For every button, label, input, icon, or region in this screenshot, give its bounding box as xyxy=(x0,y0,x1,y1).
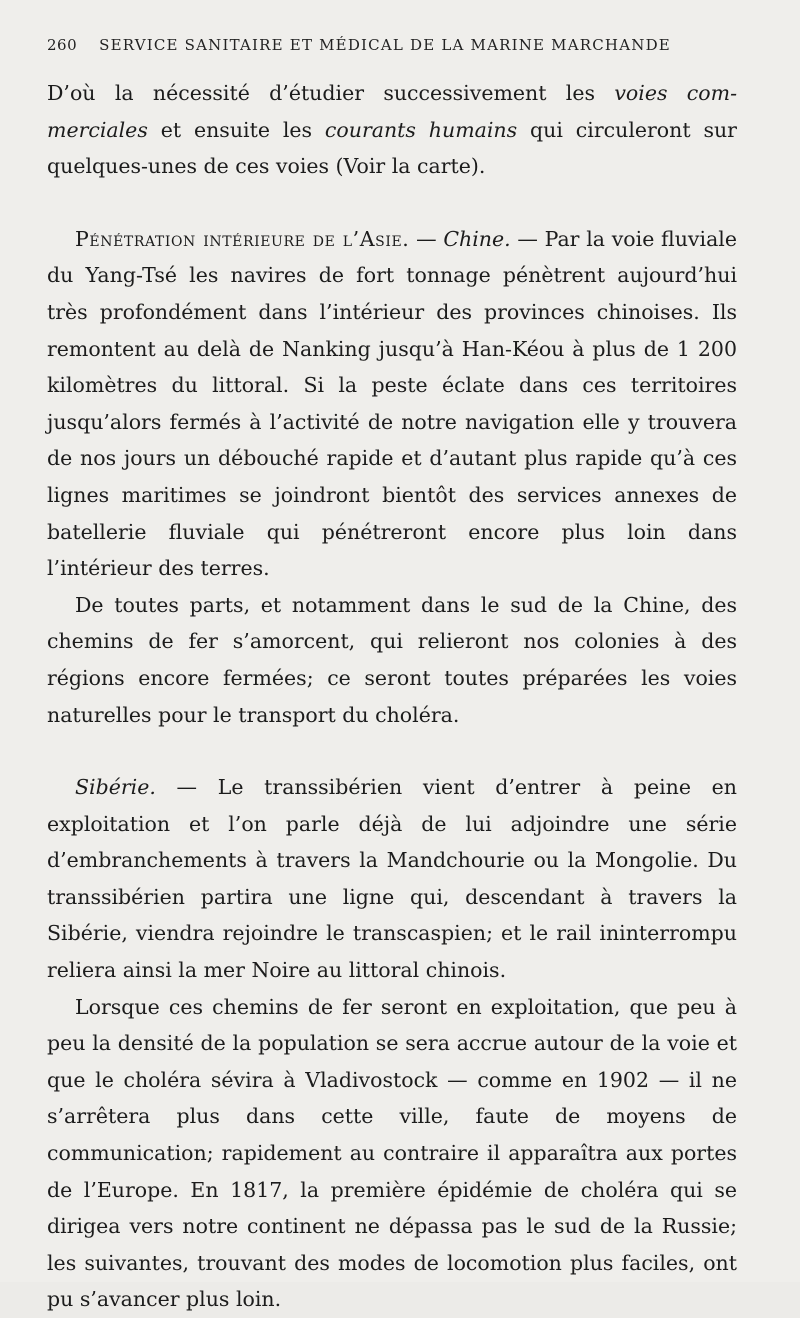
running-title: SERVICE SANITAIRE ET MÉDICAL DE LA MARINE MARCHANDE xyxy=(99,36,671,54)
text-run: — xyxy=(409,226,444,251)
subheading-siberie: Sibérie. xyxy=(75,775,156,800)
page-number: 260 xyxy=(47,36,78,54)
paragraph-chine xyxy=(47,221,737,587)
body-text xyxy=(47,75,737,1318)
running-header xyxy=(47,36,737,54)
text-run: — Par la voie fluviale du Yang-Tsé les navires de fort tonnage pénètrent aujourd’hui très profondément dans l’intérieur des provinces chinoises. Ils remontent au delà de Nanking jusqu’à Han-Kéou à plus de 1 200 kilomètres du littoral. Si la peste éclate dans ces territoires jusqu’alors fermés à l’activité de notre navigation elle y trouvera de nos jours un débouché rapide et d’autant plus rapide qu’à ces lignes maritimes se joindront bientôt des services annexes de batellerie fluviale qui pénétreront encore plus loin dans l’intérieur des terres. xyxy=(47,226,737,581)
paragraph-chemins-de-fer: De toutes parts, et notamment dans le sud de la Chine, des chemins de fer s’amorcent, qui relieront nos colonies à des régions encore fermées; ce seront toutes préparées les voies naturelles pour le transport du choléra. xyxy=(47,592,737,727)
text-run: et ensuite les xyxy=(147,117,325,142)
paragraph-spacer xyxy=(47,185,737,221)
paragraph-cholera: Lorsque ces chemins de fer seront en exploitation, que peu à peu la densité de la population se sera accrue autour de la voie et que le choléra sévira à Vladivostock — comme en 1902 — il ne s’arrêtera plus dans cette ville, faute de moyens de communication; rapidement au contraire il apparaîtra aux portes de l’Europe. En 1817, la première épidémie de choléra qui se dirigea vers notre continent ne dépassa pas le sud de la Russie; les suivantes, trouvant des modes de locomotion plus faciles, ont pu s’avancer plus loin. xyxy=(47,994,737,1312)
subheading-chine: Chine. xyxy=(443,226,511,251)
italic-term-voies-commerciales: voies com-merciales xyxy=(47,81,737,142)
paragraph-spacer xyxy=(47,733,737,769)
section-heading-penetration: Pénétration intérieure de l’Asie. xyxy=(75,226,410,251)
italic-term-courants-humains: courants humains xyxy=(324,117,518,142)
text-run: — Le transsibérien vient d’entrer à peine en exploitation et l’on parle déjà de lui adjoindre une série d’embranchements à travers la Mandchourie ou la Mongolie. Du transsibérien partira une ligne qui, descendant à travers la Sibérie, viendra rejoindre le transcaspien; et le rail ininterrompu reliera ainsi la mer Noire au littoral chinois. xyxy=(47,775,737,983)
text-run: qui circuleront sur quelques-unes de ces voies (Voir la carte). xyxy=(47,117,737,179)
paragraph-siberie xyxy=(47,769,737,989)
text-run: D’où la nécessité d’étudier successivement les xyxy=(47,81,615,105)
paragraph-intro xyxy=(47,75,737,185)
